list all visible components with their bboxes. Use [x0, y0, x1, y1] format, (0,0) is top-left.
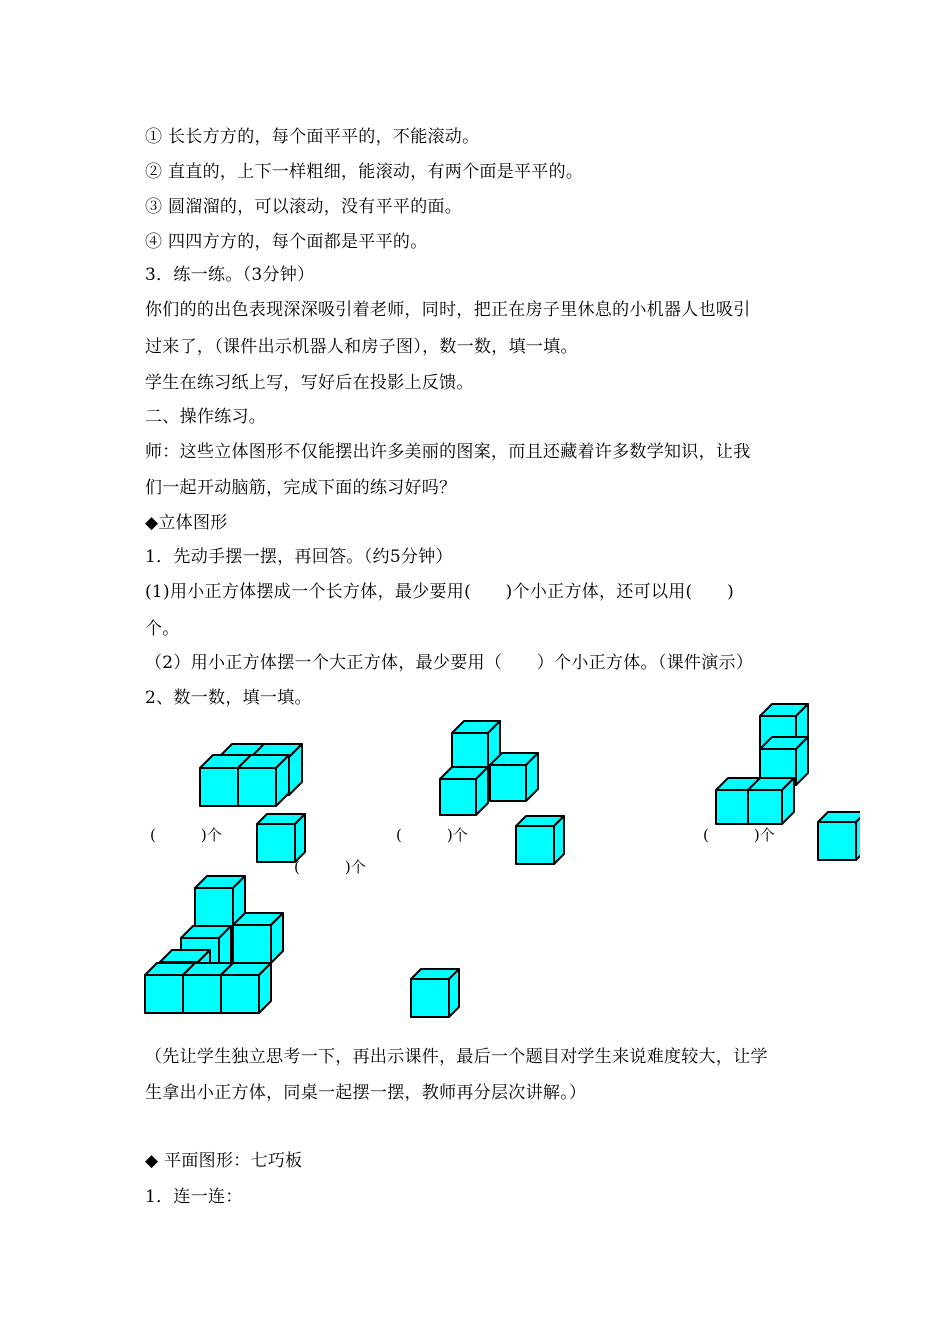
section-heading: ◆ 平面图形：七巧板: [145, 1151, 303, 1171]
cube: [411, 969, 459, 1017]
section-heading: 二、操作练习。: [145, 407, 267, 427]
text-line: ① 长长方方的，每个面平平的，不能滚动。: [145, 127, 480, 147]
cube: [257, 814, 305, 862]
text-line: 2、数一数，填一填。: [145, 688, 312, 708]
cube: [516, 816, 564, 864]
blank-caption: ( )个: [703, 826, 775, 844]
cube: [233, 913, 283, 963]
blank-caption: ( )个: [396, 826, 468, 844]
blank-caption: ( )个: [294, 858, 366, 876]
text-line: 们一起开动脑筋，完成下面的练习好吗？: [145, 478, 457, 498]
text-line: （2）用小正方体摆一个大正方体，最少要用（ ）个小正方体。（课件演示）: [145, 653, 754, 673]
section-heading: 3．练一练。（3分钟）: [145, 265, 315, 285]
text-line: 你们的的出色表现深深吸引着老师，同时，把正在房子里休息的小机器人也吸引: [145, 300, 751, 320]
cube: [748, 778, 794, 824]
cube: [221, 963, 271, 1013]
blank-caption: ( )个: [150, 826, 222, 844]
text-line: 生拿出小正方体，同桌一起摆一摆，教师再分层次讲解。）: [145, 1083, 587, 1103]
cube: [238, 755, 289, 806]
text-line: 1．先动手摆一摆，再回答。（约5分钟）: [145, 547, 453, 567]
text-line: 1．连一连：: [145, 1187, 243, 1207]
section-heading: ◆立体图形: [145, 513, 228, 533]
text-line: 过来了，（课件出示机器人和房子图），数一数，填一填。: [145, 337, 578, 357]
text-line: 学生在练习纸上写，写好后在投影上反馈。: [145, 373, 474, 393]
text-line: ② 直直的，上下一样粗细，能滚动，有两个面是平平的。: [145, 162, 584, 182]
text-line: ④ 四四方方的，每个面都是平平的。: [145, 232, 428, 252]
text-line: 个。: [145, 619, 180, 639]
cube: [195, 876, 245, 926]
cube-figures: [140, 700, 860, 1060]
text-line: （先让学生独立思考一下，再出示课件，最后一个题目对学生来说难度较大，让学: [145, 1047, 768, 1067]
text-line: ③ 圆溜溜的，可以滚动，没有平平的面。: [145, 197, 463, 217]
cube: [818, 812, 860, 860]
text-line: (1)用小正方体摆成一个长方体，最少要用( )个小正方体，还可以用( ): [145, 582, 735, 602]
cube: [440, 767, 488, 815]
text-line: 师：这些立体图形不仅能摆出许多美丽的图案，而且还藏着许多数学知识，让我: [145, 442, 751, 462]
cube: [490, 753, 538, 801]
